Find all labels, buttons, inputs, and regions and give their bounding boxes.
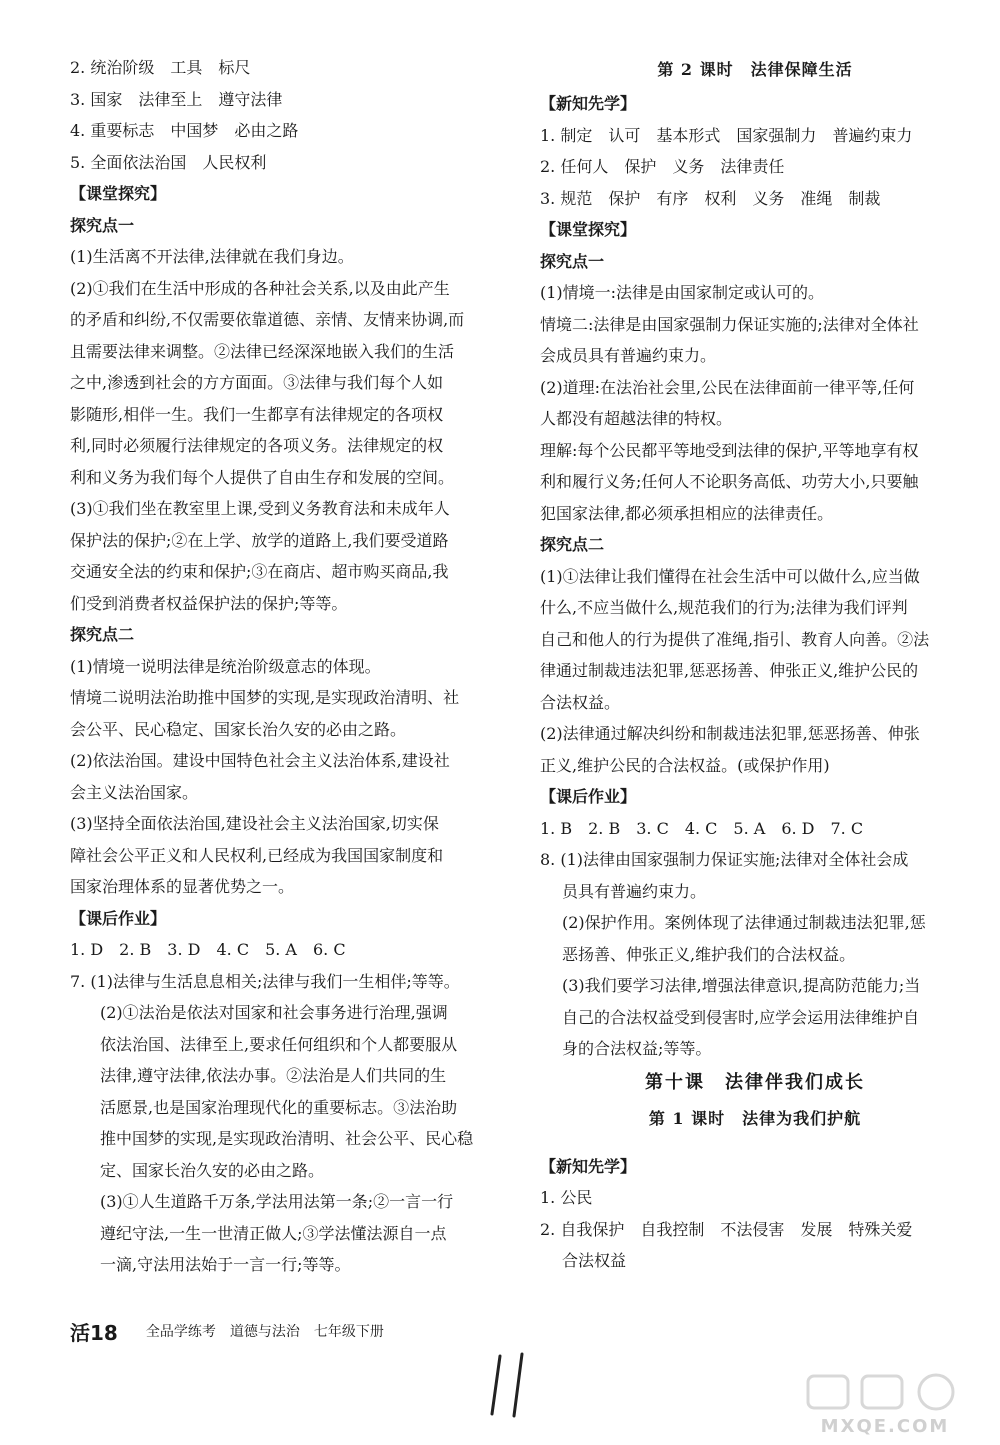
text-line: 自己和他人的行为提供了准绳,指引、教育人向善。②法 bbox=[540, 629, 930, 649]
text-line: 1. 制定 认可 基本形式 国家强制力 普遍约束力 bbox=[540, 125, 913, 145]
text-line: 5. 全面依法治国 人民权利 bbox=[70, 152, 267, 172]
text-line: 情境二说明法治助推中国梦的实现,是实现政治清明、社 bbox=[70, 688, 460, 707]
text-line: 律通过制裁违法犯罪,惩恶扬善、伸张正义,维护公民的 bbox=[540, 661, 919, 680]
section-heading: 探究点二 bbox=[540, 535, 605, 554]
text-line: 活愿景,也是国家治理现代化的重要标志。③法治助 bbox=[100, 1097, 458, 1117]
page-number: 活18 bbox=[70, 1320, 118, 1345]
text-line: 4. 重要标志 中国梦 必由之路 bbox=[70, 121, 299, 140]
text-line: 员具有普遍约束力。 bbox=[562, 881, 707, 901]
section-heading: 【课后作业】 bbox=[540, 787, 637, 806]
text-line: 3. 国家 法律至上 遵守法律 bbox=[70, 89, 283, 109]
section-heading: 探究点一 bbox=[70, 215, 135, 235]
text-line: 合法权益。 bbox=[540, 692, 621, 712]
text-line: 影随形,相伴一生。我们一生都享有法律规定的各项权 bbox=[70, 404, 444, 424]
text-line: 遵纪守法,一生一世清正做人;③学法懂法源自一点 bbox=[100, 1223, 447, 1243]
right-column bbox=[540, 52, 970, 1277]
text-line: 障社会公平正义和人民权利,已经成为我国国家制度和 bbox=[70, 845, 444, 865]
lesson-title: 第 2 课时 法律保障生活 bbox=[657, 60, 853, 79]
text-line: 身的合法权益;等等。 bbox=[562, 1039, 712, 1058]
text-line: 情境二:法律是由国家强制力保证实施的;法律对全体社 bbox=[540, 314, 919, 334]
text-line: (1)①法律让我们懂得在社会生活中可以做什么,应当做 bbox=[540, 566, 920, 586]
text-line: 定、国家长治久安的必由之路。 bbox=[100, 1160, 325, 1180]
text-line: (2)①法治是依法对国家和社会事务进行治理,强调 bbox=[100, 1003, 448, 1022]
text-line: 2. 任何人 保护 义务 法律责任 bbox=[540, 157, 785, 176]
text-line: 合法权益 bbox=[562, 1251, 627, 1270]
section-heading: 【课堂探究】 bbox=[540, 220, 637, 239]
book-title: 全品学练考 bbox=[145, 1324, 216, 1340]
text-line: 之中,渗透到社会的方方面面。③法律与我们每个人如 bbox=[70, 373, 444, 392]
text-line: 8. (1)法律由国家强制力保证实施;法律对全体社会成 bbox=[540, 850, 909, 869]
text-line: 保护法的保护;②在上学、放学的道路上,我们要受道路 bbox=[70, 530, 449, 550]
watermark-logo bbox=[800, 1370, 970, 1440]
text-line: 2. 统治阶级 工具 标尺 bbox=[70, 58, 251, 77]
text-line: 正义,维护公民的合法权益。(或保护作用) bbox=[540, 755, 830, 775]
text-line: 什么,不应当做什么,规范我们的行为;法律为我们评判 bbox=[540, 598, 908, 617]
svg-text:MXQE.COM: MXQE.COM bbox=[820, 1416, 950, 1437]
text-line: (3)①人生道路千万条,学法用法第一条;②一言一行 bbox=[100, 1192, 454, 1211]
section-heading: 探究点二 bbox=[70, 625, 135, 644]
section-heading: 探究点一 bbox=[540, 251, 605, 271]
text-line: 3. 规范 保护 有序 权利 义务 准绳 制裁 bbox=[540, 188, 881, 208]
text-line: (1)生活离不开法律,法律就在我们身边。 bbox=[70, 247, 354, 266]
text-line: 利,同时必须履行法律规定的各项义务。法律规定的权 bbox=[70, 436, 444, 455]
text-line: 推中国梦的实现,是实现政治清明、社会公平、民心稳 bbox=[100, 1129, 474, 1148]
section-heading: 【新知先学】 bbox=[540, 94, 637, 113]
text-line: 1. D 2. B 3. D 4. C 5. A 6. C bbox=[70, 940, 346, 959]
text-line: 交通安全法的约束和保护;③在商店、超市购买商品,我 bbox=[70, 562, 449, 581]
text-line: 1. 公民 bbox=[540, 1188, 593, 1207]
text-line: 的矛盾和纠纷,不仅需要依靠道德、亲情、友情来协调,而 bbox=[70, 310, 465, 329]
text-line: 7. (1)法律与生活息息相关;法律与我们一生相伴;等等。 bbox=[70, 971, 460, 991]
text-line: 2. 自我保护 自我控制 不法侵害 发展 特殊关爱 bbox=[540, 1219, 913, 1239]
left-column bbox=[70, 52, 520, 1281]
text-line: (1)情境一说明法律是统治阶级意志的体现。 bbox=[70, 656, 381, 676]
section-heading: 【课堂探究】 bbox=[70, 184, 167, 203]
text-line: (3)①我们坐在教室里上课,受到义务教育法和未成年人 bbox=[70, 499, 450, 518]
text-line: 理解:每个公民都平等地受到法律的保护,平等地享有权 bbox=[540, 440, 919, 460]
section-heading: 【课后作业】 bbox=[70, 908, 167, 928]
text-line: 人都没有超越法律的特权。 bbox=[540, 409, 733, 428]
text-line: (2)①我们在生活中形成的各种社会关系,以及由此产生 bbox=[70, 278, 450, 298]
text-line: 自己的合法权益受到侵害时,应学会运用法律维护自 bbox=[562, 1007, 920, 1027]
text-line: (2)道理:在法治社会里,公民在法律面前一律平等,任何 bbox=[540, 377, 915, 397]
page-footer bbox=[70, 1316, 398, 1346]
text-line: 们受到消费者权益保护法的保护;等等。 bbox=[70, 593, 348, 613]
text-line: 依法治国、法律至上,要求任何组织和个人都要服从 bbox=[100, 1034, 458, 1054]
text-line: (3)坚持全面依法治国,建设社会主义法治国家,切实保 bbox=[70, 814, 439, 833]
text-line: (2)法律通过解决纠纷和制裁违法犯罪,惩恶扬善、伸张 bbox=[540, 724, 920, 743]
text-line: 国家治理体系的显著优势之一。 bbox=[70, 877, 295, 896]
text-line: 会主义法治国家。 bbox=[70, 782, 199, 802]
text-line: 一滴,守法用法始于一言一行;等等。 bbox=[100, 1255, 351, 1274]
handwritten-page-mark bbox=[478, 1350, 538, 1420]
section-heading: 【新知先学】 bbox=[540, 1156, 637, 1176]
text-line: (2)保护作用。案例体现了法律通过制裁违法犯罪,惩 bbox=[562, 913, 926, 932]
text-line: 利和履行义务;任何人不论职务高低、功劳大小,只要触 bbox=[540, 472, 919, 491]
lesson-title: 第 1 课时 法律为我们护航 bbox=[648, 1108, 862, 1128]
text-line: 会公平、民心稳定、国家长治久安的必由之路。 bbox=[70, 719, 407, 739]
text-line: 1. B 2. B 3. C 4. C 5. A 6. D 7. C bbox=[540, 818, 864, 838]
chapter-title: 第十课 法律伴我们成长 bbox=[645, 1071, 865, 1093]
text-line: (3)我们要学习法律,增强法律意识,提高防范能力;当 bbox=[562, 976, 921, 995]
text-line: 恶扬善、伸张正义,维护我们的合法权益。 bbox=[562, 944, 856, 964]
text-line: 犯国家法律,都必须承担相应的法律责任。 bbox=[540, 503, 834, 523]
text-line: (1)情境一:法律是由国家制定或认可的。 bbox=[540, 283, 825, 302]
subject-title: 道德与法治 bbox=[229, 1324, 300, 1340]
text-line: 利和义务为我们每个人提供了自由生存和发展的空间。 bbox=[70, 467, 455, 487]
text-line: 法律,遵守法律,依法办事。②法治是人们共同的生 bbox=[100, 1066, 447, 1085]
text-line: 会成员具有普遍约束力。 bbox=[540, 346, 717, 365]
text-line: (2)依法治国。建设中国特色社会主义法治体系,建设社 bbox=[70, 751, 450, 770]
text-line: 且需要法律来调整。②法律已经深深地嵌入我们的生活 bbox=[70, 341, 455, 361]
grade-title: 七年级下册 bbox=[313, 1324, 384, 1340]
spacer bbox=[540, 1137, 970, 1151]
